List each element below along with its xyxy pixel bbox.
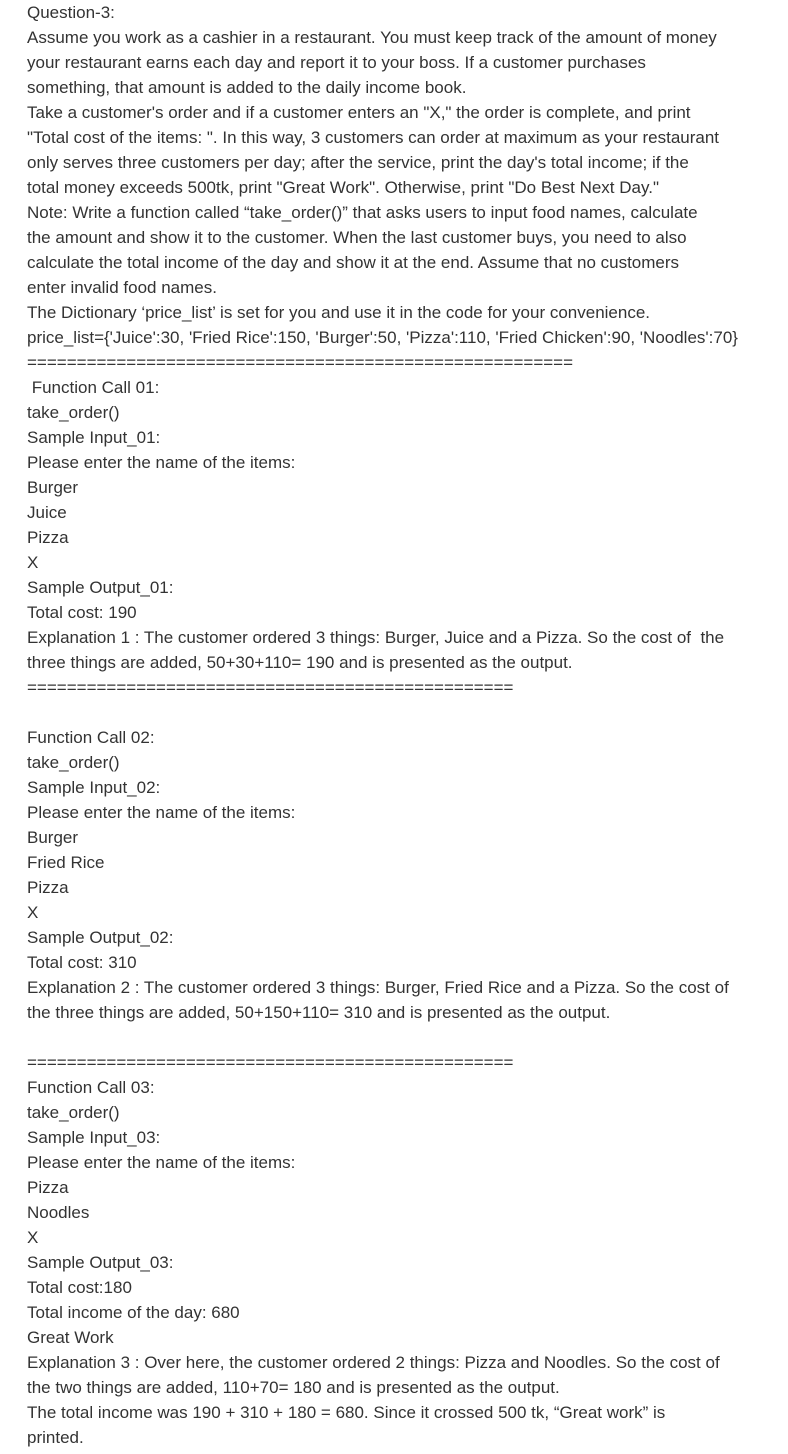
question-document — [27, 0, 777, 1450]
blank-line — [27, 1025, 777, 1050]
text-line: price_list={'Juice':30, 'Fried Rice':150, 'Burger':50, 'Pizza':110, 'Fried Chicken':90, 'Noodles':70} — [27, 328, 738, 347]
text-line: X — [27, 903, 39, 922]
text-line: Please enter the name of the items: — [27, 453, 296, 472]
text-line: total money exceeds 500tk, print "Great Work". Otherwise, print "Do Best Next Day." — [27, 178, 659, 197]
separator-line: ================================================= — [27, 1053, 514, 1072]
text-line: take_order() — [27, 1103, 120, 1122]
text-line: Total cost: 310 — [27, 953, 137, 972]
text-line: Pizza — [27, 1178, 69, 1197]
text-line: Assume you work as a cashier in a restaurant. You must keep track of the amount of money — [27, 28, 717, 47]
text-line: Take a customer's order and if a customer enters an "X," the order is complete, and print — [27, 103, 691, 122]
text-line: Sample Output_02: — [27, 928, 174, 947]
text-line: Function Call 02: — [27, 728, 155, 747]
text-line: Pizza — [27, 528, 69, 547]
text-line: the two things are added, 110+70= 180 and is presented as the output. — [27, 1378, 560, 1397]
separator-line: ======================================================= — [27, 353, 574, 372]
text-line: three things are added, 50+30+110= 190 and is presented as the output. — [27, 653, 573, 672]
text-line: Sample Input_02: — [27, 778, 161, 797]
text-line: Juice — [27, 503, 67, 522]
text-line: X — [27, 553, 39, 572]
text-line: The total income was 190 + 310 + 180 = 680. Since it crossed 500 tk, “Great work” is — [27, 1403, 666, 1422]
text-line: X — [27, 1228, 39, 1247]
text-line: take_order() — [27, 403, 120, 422]
text-line: enter invalid food names. — [27, 278, 217, 297]
text-line: the three things are added, 50+150+110= 310 and is presented as the output. — [27, 1003, 611, 1022]
text-line: Explanation 2 : The customer ordered 3 things: Burger, Fried Rice and a Pizza. So the cost of — [27, 978, 729, 997]
text-line: Sample Output_01: — [27, 578, 174, 597]
text-line: Great Work — [27, 1328, 114, 1347]
text-line: Fried Rice — [27, 853, 105, 872]
text-line: the amount and show it to the customer. When the last customer buys, you need to also — [27, 228, 687, 247]
blank-line — [27, 700, 777, 725]
text-line: Burger — [27, 478, 79, 497]
text-line: Explanation 1 : The customer ordered 3 things: Burger, Juice and a Pizza. So the cost of the — [27, 628, 725, 647]
text-line: Noodles — [27, 1203, 90, 1222]
question-title: Question-3: — [27, 3, 115, 22]
text-line: Total cost: 190 — [27, 603, 137, 622]
text-line: calculate the total income of the day and show it at the end. Assume that no customers — [27, 253, 680, 272]
text-line: Sample Input_03: — [27, 1128, 161, 1147]
text-line: Note: Write a function called “take_order()” that asks users to input food names, calculate — [27, 203, 698, 222]
text-line: The Dictionary ‘price_list’ is set for you and use it in the code for your convenience. — [27, 303, 651, 322]
text-line: Pizza — [27, 878, 69, 897]
text-line: Total income of the day: 680 — [27, 1303, 240, 1322]
text-line: Sample Output_03: — [27, 1253, 174, 1272]
text-line: your restaurant earns each day and report it to your boss. If a customer purchases — [27, 53, 646, 72]
text-line: Total cost:180 — [27, 1278, 132, 1297]
text-line: "Total cost of the items: ". In this way, 3 customers can order at maximum as your restaurant — [27, 128, 720, 147]
text-line: Please enter the name of the items: — [27, 803, 296, 822]
text-line: Function Call 01: — [27, 378, 160, 397]
text-line: Sample Input_01: — [27, 428, 161, 447]
text-line: only serves three customers per day; after the service, print the day's total income; if the — [27, 153, 689, 172]
text-line: printed. — [27, 1428, 84, 1447]
separator-line: ================================================= — [27, 678, 514, 697]
text-line: Explanation 3 : Over here, the customer ordered 2 things: Pizza and Noodles. So the cost of — [27, 1353, 720, 1372]
text-line: take_order() — [27, 753, 120, 772]
text-line: Please enter the name of the items: — [27, 1153, 296, 1172]
text-line: Burger — [27, 828, 79, 847]
text-line: something, that amount is added to the daily income book. — [27, 78, 467, 97]
text-line: Function Call 03: — [27, 1078, 155, 1097]
